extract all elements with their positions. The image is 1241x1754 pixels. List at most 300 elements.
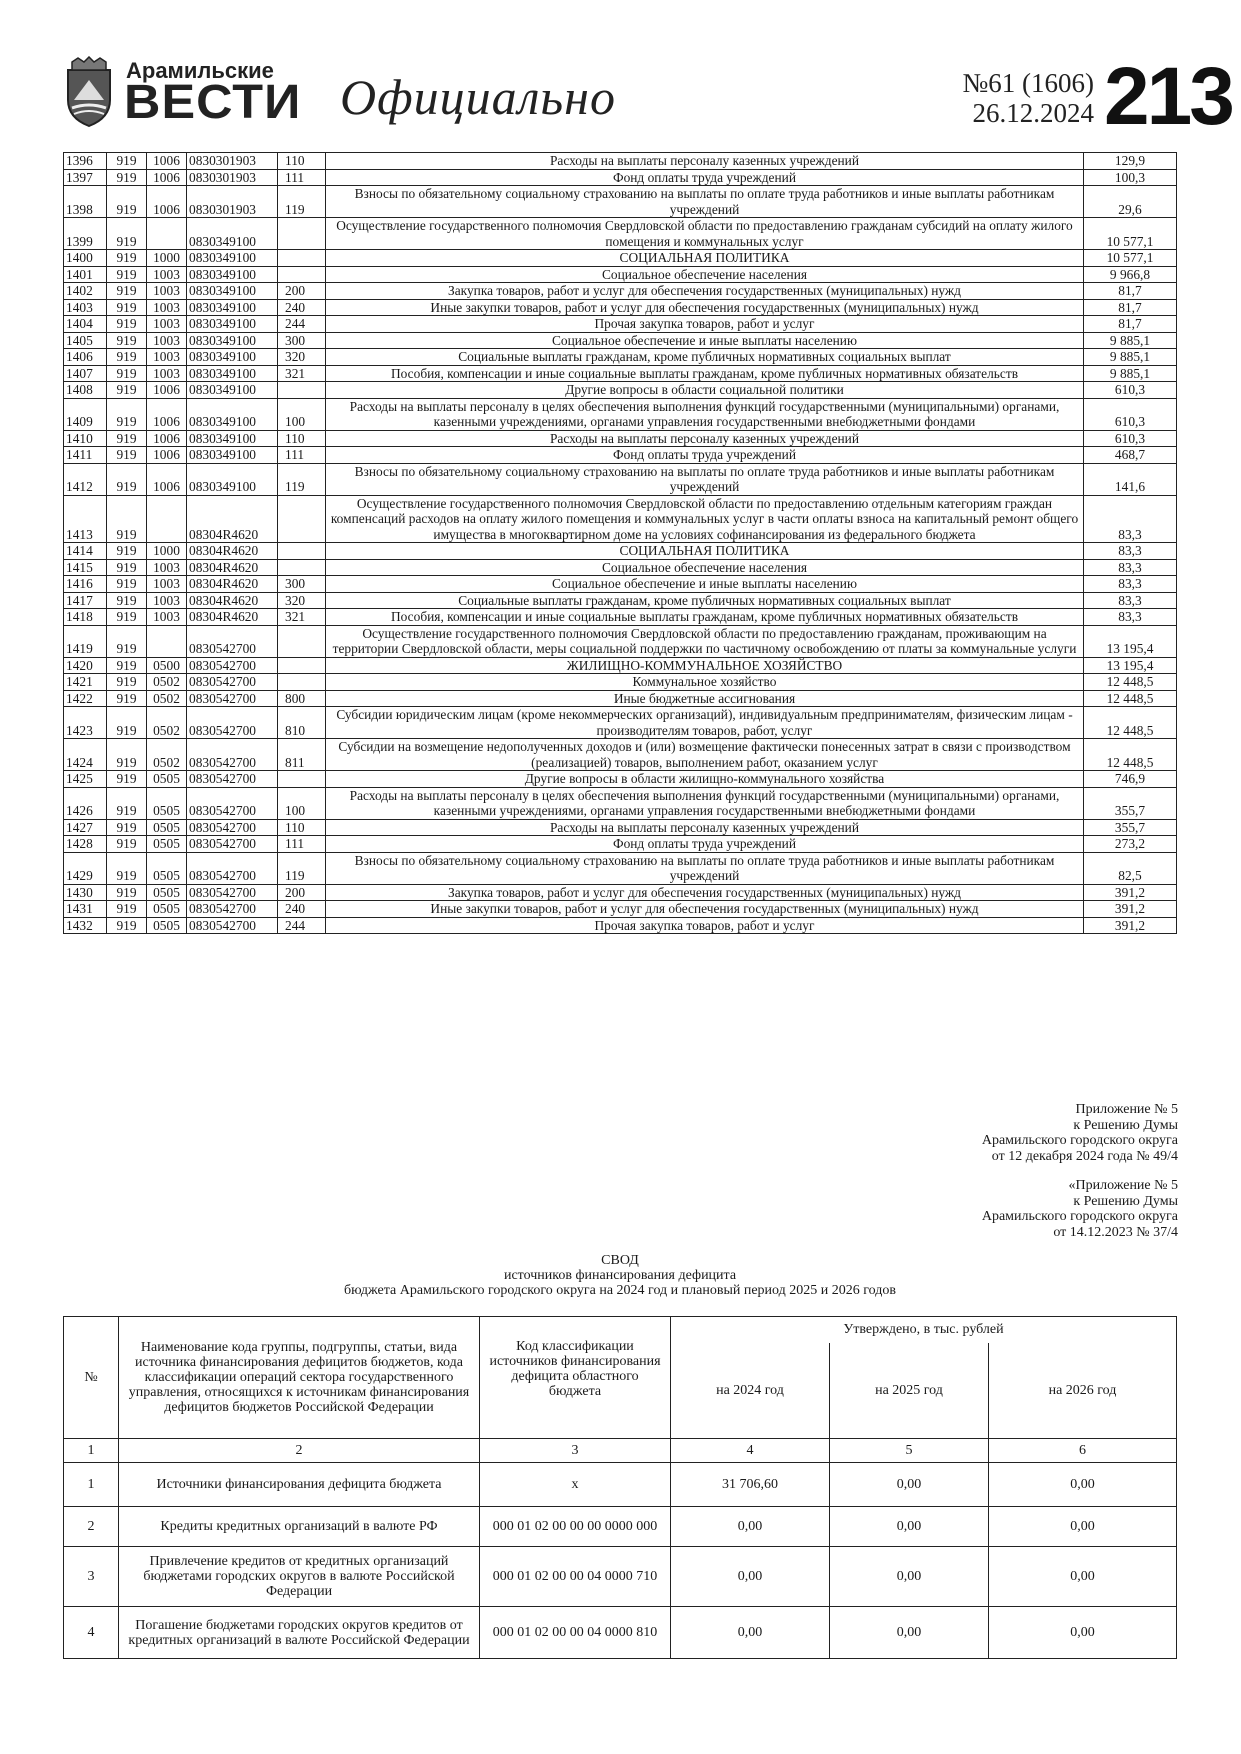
cell-a: 919: [107, 250, 147, 267]
cell-d: [278, 266, 326, 283]
table-row: [64, 398, 1177, 430]
cell-a: 919: [107, 625, 147, 657]
cell-d: [278, 674, 326, 691]
cell-a: 919: [107, 739, 147, 771]
cell-n: 4: [64, 1607, 119, 1659]
header-year-2026: на 2026 год: [989, 1343, 1177, 1439]
cell-d: 244: [278, 316, 326, 333]
cell-c: 0830349100: [187, 266, 278, 283]
appendix-line: к Решению Думы: [1073, 1193, 1178, 1209]
appendix-note-previous: [982, 1178, 1178, 1240]
table-row: [64, 266, 1177, 283]
cell-c: 0830542700: [187, 690, 278, 707]
cell-n: 1408: [64, 382, 107, 399]
cell-n: 1417: [64, 592, 107, 609]
cell-sum: 83,3: [1084, 495, 1177, 543]
cell-y1: 0,00: [671, 1607, 830, 1659]
cell-a: 919: [107, 543, 147, 560]
cell-b: 1000: [147, 543, 187, 560]
cell-sum: 100,3: [1084, 169, 1177, 186]
cell-a: 919: [107, 398, 147, 430]
cell-b: 1003: [147, 283, 187, 300]
cell-sum: 13 195,4: [1084, 657, 1177, 674]
cell-y3: 0,00: [989, 1463, 1177, 1507]
cell-b: 1006: [147, 398, 187, 430]
cell-a: 919: [107, 690, 147, 707]
cell-sum: 129,9: [1084, 153, 1177, 170]
cell-c: 0830349100: [187, 463, 278, 495]
cell-c: 0830349100: [187, 398, 278, 430]
cell-a: 919: [107, 299, 147, 316]
table-row: [64, 543, 1177, 560]
cell-d: [278, 657, 326, 674]
svod-subtitle: источников финансирования дефицита: [503, 1268, 737, 1283]
cell-c: 0830349100: [187, 250, 278, 267]
cell-name: ЖИЛИЩНО-КОММУНАЛЬНОЕ ХОЗЯЙСТВО: [326, 657, 1084, 674]
cell-sum: 9 885,1: [1084, 365, 1177, 382]
table-row: [64, 852, 1177, 884]
cell-sum: 610,3: [1084, 382, 1177, 399]
cell-a: 919: [107, 771, 147, 788]
cell-d: 800: [278, 690, 326, 707]
cell-c: 08304R4620: [187, 592, 278, 609]
cell-a: 919: [107, 169, 147, 186]
table-row: [64, 690, 1177, 707]
cell-b: 1006: [147, 382, 187, 399]
cell-d: 300: [278, 332, 326, 349]
cell-b: 1003: [147, 266, 187, 283]
cell-y2: 0,00: [830, 1547, 989, 1607]
cell-b: 1003: [147, 592, 187, 609]
cell-name: Субсидии на возмещение недополученных доходов и (или) возмещение фактически понесенных затрат в связи с производством (реализацией) товаров, выполнением работ, оказанием услуг: [326, 739, 1084, 771]
cell-sum: 355,7: [1084, 819, 1177, 836]
cell-y3: 0,00: [989, 1607, 1177, 1659]
cell-b: 1003: [147, 316, 187, 333]
budget-table-body: [64, 153, 1177, 934]
cell-d: [278, 382, 326, 399]
cell-d: 321: [278, 609, 326, 626]
cell-b: 0505: [147, 771, 187, 788]
cell-name: Погашение бюджетами городских округов кредитов от кредитных организаций в валюте Российской Федерации: [119, 1607, 480, 1659]
cell-sum: 12 448,5: [1084, 739, 1177, 771]
cell-d: [278, 250, 326, 267]
table-row: [64, 836, 1177, 853]
cell-d: 200: [278, 884, 326, 901]
cell-name: Иные закупки товаров, работ и услуг для обеспечения государственных (муниципальных) нужд: [326, 901, 1084, 918]
table-row: [64, 495, 1177, 543]
cell-n: 1411: [64, 447, 107, 464]
cell-a: 919: [107, 674, 147, 691]
cell-name: Расходы на выплаты персоналу казенных учреждений: [326, 153, 1084, 170]
coat-of-arms-icon: [64, 56, 114, 128]
cell-d: 200: [278, 283, 326, 300]
table-row: [64, 771, 1177, 788]
header-year-2024: на 2024 год: [671, 1343, 830, 1439]
cell-c: 0830542700: [187, 901, 278, 918]
cell-code: 000 01 02 00 00 00 0000 000: [480, 1507, 671, 1547]
cell-c: 0830542700: [187, 884, 278, 901]
cell-n: 1413: [64, 495, 107, 543]
table-row: [64, 299, 1177, 316]
cell-b: 1000: [147, 250, 187, 267]
cell-a: 919: [107, 332, 147, 349]
cell-c: 0830349100: [187, 365, 278, 382]
cell-n: 1424: [64, 739, 107, 771]
table-row: [64, 186, 1177, 218]
cell-n: 1420: [64, 657, 107, 674]
cell-name: Взносы по обязательному социальному страхованию на выплаты по оплате труда работников и иные выплаты работникам учреждений: [326, 186, 1084, 218]
cell-name: Прочая закупка товаров, работ и услуг: [326, 917, 1084, 934]
cell-sum: 12 448,5: [1084, 690, 1177, 707]
cell-name: Расходы на выплаты персоналу казенных учреждений: [326, 430, 1084, 447]
cell-name: Социальное обеспечение населения: [326, 266, 1084, 283]
cell-c: 0830542700: [187, 819, 278, 836]
cell-d: 320: [278, 592, 326, 609]
cell-d: 240: [278, 299, 326, 316]
cell-n: 1423: [64, 707, 107, 739]
cell-n: 1397: [64, 169, 107, 186]
table-row: [64, 1507, 1177, 1547]
cell-n: 1396: [64, 153, 107, 170]
cell-name: Расходы на выплаты персоналу в целях обеспечения выполнения функций государственными (муниципальными) органами, казенными учреждениями, органами управления государственными внебюджетными фондами: [326, 398, 1084, 430]
cell-a: 919: [107, 901, 147, 918]
cell-n: 1432: [64, 917, 107, 934]
cell-name: Привлечение кредитов от кредитных организаций бюджетами городских округов в валюте Российской Федерации: [119, 1547, 480, 1607]
cell-a: 919: [107, 917, 147, 934]
table-row: [64, 169, 1177, 186]
appendix-line: Арамильского городского округа: [981, 1209, 1178, 1224]
cell-sum: 12 448,5: [1084, 707, 1177, 739]
col-number: 1: [64, 1439, 119, 1463]
cell-y1: 0,00: [671, 1507, 830, 1547]
cell-b: 0505: [147, 819, 187, 836]
cell-sum: 83,3: [1084, 609, 1177, 626]
cell-n: 3: [64, 1547, 119, 1607]
cell-c: 08304R4620: [187, 576, 278, 593]
cell-b: 0505: [147, 852, 187, 884]
cell-d: 811: [278, 739, 326, 771]
cell-d: 810: [278, 707, 326, 739]
cell-b: 0500: [147, 657, 187, 674]
cell-d: 100: [278, 398, 326, 430]
col-number: 5: [830, 1439, 989, 1463]
cell-sum: 9 885,1: [1084, 349, 1177, 366]
cell-a: 919: [107, 559, 147, 576]
cell-sum: 81,7: [1084, 299, 1177, 316]
cell-a: 919: [107, 495, 147, 543]
cell-a: 919: [107, 266, 147, 283]
cell-name: Социальное обеспечение населения: [326, 559, 1084, 576]
table-row: [64, 559, 1177, 576]
cell-name: Взносы по обязательному социальному страхованию на выплаты по оплате труда работников и иные выплаты работникам учреждений: [326, 852, 1084, 884]
cell-name: Социальные выплаты гражданам, кроме публичных нормативных социальных выплат: [326, 592, 1084, 609]
cell-a: 919: [107, 852, 147, 884]
cell-d: 244: [278, 917, 326, 934]
cell-sum: 83,3: [1084, 543, 1177, 560]
appendix-note-current: [982, 1102, 1178, 1164]
cell-sum: 83,3: [1084, 592, 1177, 609]
cell-d: 110: [278, 819, 326, 836]
cell-b: 0502: [147, 690, 187, 707]
table-row: [64, 576, 1177, 593]
cell-b: 0502: [147, 739, 187, 771]
cell-y3: 0,00: [989, 1547, 1177, 1607]
cell-n: 1400: [64, 250, 107, 267]
cell-n: 1398: [64, 186, 107, 218]
appendix-line: Приложение № 5: [1075, 1102, 1178, 1117]
table-row: [64, 674, 1177, 691]
cell-name: Другие вопросы в области социальной политики: [326, 382, 1084, 399]
table-row: [64, 609, 1177, 626]
cell-c: 08304R4620: [187, 559, 278, 576]
cell-sum: 29,6: [1084, 186, 1177, 218]
cell-d: [278, 495, 326, 543]
cell-b: 1003: [147, 349, 187, 366]
cell-sum: 9 966,8: [1084, 266, 1177, 283]
sources-table: [63, 1316, 1177, 1659]
cell-name: Расходы на выплаты персоналу в целях обеспечения выполнения функций государственными (муниципальными) органами, казенными учреждениями, органами управления государственными внебюджетными фондами: [326, 787, 1084, 819]
issue-info: [872, 68, 1094, 128]
cell-name: Коммунальное хозяйство: [326, 674, 1084, 691]
cell-c: 0830542700: [187, 787, 278, 819]
cell-b: 0502: [147, 674, 187, 691]
cell-code: x: [480, 1463, 671, 1507]
cell-name: Прочая закупка товаров, работ и услуг: [326, 316, 1084, 333]
cell-sum: 81,7: [1084, 316, 1177, 333]
table-row: [64, 1607, 1177, 1659]
cell-b: 0505: [147, 836, 187, 853]
cell-sum: 610,3: [1084, 430, 1177, 447]
table-row: [64, 901, 1177, 918]
cell-b: 1003: [147, 365, 187, 382]
cell-a: 919: [107, 609, 147, 626]
table-row: [64, 283, 1177, 300]
table-row: [64, 153, 1177, 170]
cell-sum: 82,5: [1084, 852, 1177, 884]
appendix-line: «Приложение № 5: [1068, 1178, 1178, 1193]
table-row: [64, 787, 1177, 819]
cell-name: Осуществление государственного полномочия Свердловской области по предоставлению отдельным категориям граждан компенсаций расходов на оплату жилого помещения и коммунальных услуг в части оплаты взноса на капитальный ремонт общего имущества в многоквартирном доме на условиях софинансирования из федерального бюджета: [326, 495, 1084, 543]
cell-n: 1405: [64, 332, 107, 349]
svod-title: СВОД: [601, 1253, 639, 1268]
cell-b: [147, 495, 187, 543]
cell-a: 919: [107, 787, 147, 819]
table-row: [64, 657, 1177, 674]
cell-n: 1431: [64, 901, 107, 918]
brand-name-small: Арамильские: [126, 58, 274, 83]
cell-c: 0830301903: [187, 153, 278, 170]
cell-d: 119: [278, 463, 326, 495]
table-row: [64, 447, 1177, 464]
cell-d: [278, 218, 326, 250]
brand-name-big: ВЕСТИ: [124, 76, 302, 129]
cell-b: 0505: [147, 787, 187, 819]
cell-name: Расходы на выплаты персоналу казенных учреждений: [326, 819, 1084, 836]
cell-sum: 141,6: [1084, 463, 1177, 495]
cell-b: 1006: [147, 447, 187, 464]
cell-n: 1428: [64, 836, 107, 853]
cell-name: Осуществление государственного полномочия Свердловской области по предоставлению гражданам субсидий на оплату жилого помещения и коммунальных услуг: [326, 218, 1084, 250]
appendix-line: Арамильского городского округа: [981, 1133, 1178, 1148]
cell-c: 0830349100: [187, 316, 278, 333]
table-row: [64, 592, 1177, 609]
cell-b: 1006: [147, 169, 187, 186]
sources-table-body: [64, 1463, 1177, 1659]
cell-n: 1416: [64, 576, 107, 593]
budget-table: [63, 152, 1177, 934]
header-year-2025: на 2025 год: [830, 1343, 989, 1439]
cell-name: Социальное обеспечение и иные выплаты населению: [326, 332, 1084, 349]
cell-sum: 10 577,1: [1084, 218, 1177, 250]
cell-sum: 746,9: [1084, 771, 1177, 788]
cell-b: 0502: [147, 707, 187, 739]
cell-n: 1407: [64, 365, 107, 382]
cell-a: 919: [107, 592, 147, 609]
cell-a: 919: [107, 657, 147, 674]
cell-n: 1: [64, 1463, 119, 1507]
table-row: [64, 316, 1177, 333]
cell-d: 111: [278, 447, 326, 464]
cell-name: Пособия, компенсации и иные социальные выплаты гражданам, кроме публичных нормативных обязательств: [326, 609, 1084, 626]
cell-c: 0830542700: [187, 739, 278, 771]
issue-date: 26.12.2024: [972, 98, 1094, 128]
cell-name: Взносы по обязательному социальному страхованию на выплаты по оплате труда работников и иные выплаты работникам учреждений: [326, 463, 1084, 495]
cell-a: 919: [107, 463, 147, 495]
cell-name: Иные бюджетные ассигнования: [326, 690, 1084, 707]
cell-code: 000 01 02 00 00 04 0000 710: [480, 1547, 671, 1607]
cell-c: 0830542700: [187, 852, 278, 884]
table-row: [64, 332, 1177, 349]
cell-n: 1406: [64, 349, 107, 366]
cell-d: 119: [278, 852, 326, 884]
cell-d: [278, 543, 326, 560]
header-num: №: [64, 1317, 119, 1439]
cell-sum: 468,7: [1084, 447, 1177, 464]
cell-a: 919: [107, 819, 147, 836]
cell-d: 321: [278, 365, 326, 382]
cell-a: 919: [107, 186, 147, 218]
cell-sum: 10 577,1: [1084, 250, 1177, 267]
section-title: Официально: [340, 69, 616, 125]
cell-name: Пособия, компенсации и иные социальные выплаты гражданам, кроме публичных нормативных обязательств: [326, 365, 1084, 382]
cell-sum: 9 885,1: [1084, 332, 1177, 349]
cell-y1: 0,00: [671, 1547, 830, 1607]
cell-sum: 81,7: [1084, 283, 1177, 300]
cell-c: 08304R4620: [187, 609, 278, 626]
table-row: [64, 430, 1177, 447]
cell-a: 919: [107, 153, 147, 170]
cell-sum: 83,3: [1084, 576, 1177, 593]
table-row: [64, 1463, 1177, 1507]
header-code: Код классификации источников финансирования дефицита областного бюджета: [480, 1317, 671, 1439]
header-approved: Утверждено, в тыс. рублей: [671, 1317, 1177, 1343]
cell-sum: 355,7: [1084, 787, 1177, 819]
cell-n: 1422: [64, 690, 107, 707]
table-row: [64, 625, 1177, 657]
cell-a: 919: [107, 576, 147, 593]
cell-c: 0830542700: [187, 674, 278, 691]
cell-d: 240: [278, 901, 326, 918]
cell-d: 110: [278, 153, 326, 170]
cell-n: 1399: [64, 218, 107, 250]
col-number: 3: [480, 1439, 671, 1463]
cell-n: 1402: [64, 283, 107, 300]
cell-n: 1412: [64, 463, 107, 495]
cell-c: 0830349100: [187, 447, 278, 464]
cell-n: 1418: [64, 609, 107, 626]
table-row: [64, 250, 1177, 267]
cell-c: 0830542700: [187, 707, 278, 739]
header-name: Наименование кода группы, подгруппы, статьи, вида источника финансирования дефицитов бюджетов, кода классификации операций сектора государственного управления, относящихся к источникам финансирования дефицитов бюджетов Российской Федерации: [119, 1317, 480, 1439]
cell-y2: 0,00: [830, 1507, 989, 1547]
appendix-line: к Решению Думы: [1073, 1117, 1178, 1133]
cell-y3: 0,00: [989, 1507, 1177, 1547]
cell-c: 0830349100: [187, 349, 278, 366]
cell-name: Закупка товаров, работ и услуг для обеспечения государственных (муниципальных) нужд: [326, 884, 1084, 901]
table-row: [64, 917, 1177, 934]
table-row: [64, 382, 1177, 399]
cell-name: Фонд оплаты труда учреждений: [326, 447, 1084, 464]
cell-b: [147, 218, 187, 250]
cell-name: Осуществление государственного полномочия Свердловской области по предоставлению гражданам, проживающим на территории Свердловской области, меры социальной поддержки по частичному освобождению от платы за коммунальные услуги: [326, 625, 1084, 657]
col-number: 4: [671, 1439, 830, 1463]
cell-a: 919: [107, 349, 147, 366]
cell-c: 0830301903: [187, 186, 278, 218]
cell-a: 919: [107, 430, 147, 447]
cell-name: СОЦИАЛЬНАЯ ПОЛИТИКА: [326, 250, 1084, 267]
cell-d: [278, 625, 326, 657]
cell-d: [278, 559, 326, 576]
cell-c: 0830349100: [187, 299, 278, 316]
cell-a: 919: [107, 218, 147, 250]
cell-n: 1414: [64, 543, 107, 560]
cell-b: 1003: [147, 576, 187, 593]
cell-name: Социальные выплаты гражданам, кроме публичных нормативных социальных выплат: [326, 349, 1084, 366]
appendix-line: от 12 декабря 2024 года № 49/4: [991, 1148, 1178, 1164]
cell-d: 300: [278, 576, 326, 593]
cell-name: Фонд оплаты труда учреждений: [326, 169, 1084, 186]
cell-d: 111: [278, 836, 326, 853]
issue-number: №61 (1606): [962, 68, 1094, 98]
cell-c: 0830542700: [187, 657, 278, 674]
cell-b: 1003: [147, 299, 187, 316]
cell-sum: 83,3: [1084, 559, 1177, 576]
cell-n: 1421: [64, 674, 107, 691]
cell-b: 1006: [147, 153, 187, 170]
cell-b: 1003: [147, 559, 187, 576]
page-header: [60, 50, 1232, 150]
cell-d: 100: [278, 787, 326, 819]
cell-n: 1409: [64, 398, 107, 430]
cell-name: Кредиты кредитных организаций в валюте РФ: [119, 1507, 480, 1547]
cell-a: 919: [107, 447, 147, 464]
cell-c: 08304R4620: [187, 543, 278, 560]
table-row: [64, 884, 1177, 901]
cell-sum: 391,2: [1084, 917, 1177, 934]
cell-n: 1426: [64, 787, 107, 819]
cell-name: Социальное обеспечение и иные выплаты населению: [326, 576, 1084, 593]
cell-b: 0505: [147, 917, 187, 934]
col-number: 6: [989, 1439, 1177, 1463]
cell-n: 1415: [64, 559, 107, 576]
cell-n: 2: [64, 1507, 119, 1547]
page-number: 213: [1104, 51, 1232, 142]
cell-c: 0830542700: [187, 625, 278, 657]
table-row: [64, 218, 1177, 250]
cell-name: Иные закупки товаров, работ и услуг для обеспечения государственных (муниципальных) нужд: [326, 299, 1084, 316]
cell-sum: 12 448,5: [1084, 674, 1177, 691]
cell-b: 1003: [147, 609, 187, 626]
